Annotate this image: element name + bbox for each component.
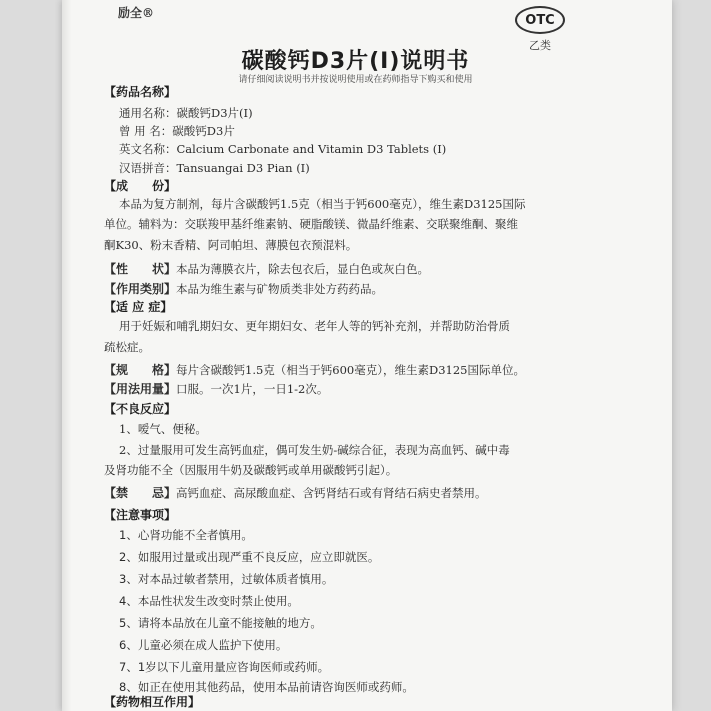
dosage-row [104,383,328,396]
usage-notice: 请仔细阅读说明书并按说明使用或在药师指导下购买和使用 [238,75,473,85]
otc-class-label: 乙类 [529,39,551,52]
category-text: 本品为维生素与矿物质类非处方药药品。 [176,282,384,296]
document-title: 碳酸钙D3片(I)说明书 [241,49,470,74]
interactions-heading: 【药物相互作用】 [104,695,201,709]
indications-line: 用于妊娠和哺乳期妇女、更年期妇女、老年人等的钙补充剂，并帮助防治骨质 [119,319,510,333]
character-heading: 【性 状】 [104,262,177,276]
specification-heading: 【规 格】 [104,363,177,377]
precaution-item: 5、请将本品放在儿童不能接触的地方。 [119,616,322,630]
contraindications-heading: 【禁 忌】 [104,486,177,500]
dosage-text: 口服。一次1片，一日1-2次。 [176,382,329,396]
ingredients-line: 单位。辅料为：交联羧甲基纤维素钠、硬脂酸镁、微晶纤维素、交联聚维酮、聚维 [104,217,518,231]
precaution-item: 6、儿童必须在成人监护下使用。 [119,638,288,652]
adverse-heading: 【不良反应】 [104,402,177,416]
drug-name-heading: 【药品名称】 [104,85,177,99]
ingredients-line: 本品为复方制剂，每片含碳酸钙1.5克（相当于钙600毫克），维生素D3125国际 [119,197,526,211]
character-text: 本品为薄膜衣片，除去包衣后，显白色或灰白色。 [176,262,430,276]
adverse-line: 及肾功能不全（因服用牛奶及碳酸钙或单用碳酸钙引起）。 [104,463,398,477]
contraindications-text: 高钙血症、高尿酸血症、含钙肾结石或有肾结石病史者禁用。 [176,486,487,500]
precaution-item: 2、如服用过量或出现严重不良反应，应立即就医。 [119,550,380,564]
specification-text: 每片含碳酸钙1.5克（相当于钙600毫克），维生素D3125国际单位。 [176,363,525,377]
character-row [104,263,429,276]
dosage-heading: 【用法用量】 [104,382,177,396]
common-name: 通用名称：碳酸钙D3片(I) [119,106,253,120]
english-name: 英文名称：Calcium Carbonate and Vitamin D3 Tablets (I) [119,142,447,156]
otc-badge: OTC [515,6,565,34]
category-row [104,283,383,296]
adverse-line: 1、嗳气、便秘。 [119,422,207,436]
precautions-heading: 【注意事项】 [104,508,177,522]
precaution-item: 3、对本品过敏者禁用，过敏体质者慎用。 [119,572,334,586]
brand-logo: 励全® [118,6,155,20]
specification-row [104,364,525,377]
adverse-line: 2、过量服用可发生高钙血症，偶可发生奶-碱综合征，表现为高血钙、碱中毒 [119,443,510,457]
ingredients-heading: 【成 份】 [104,179,177,193]
pinyin-name: 汉语拼音：Tansuangai D3 Pian (I) [119,161,310,175]
ingredients-line: 酮K30、粉末香精、阿司帕坦、薄膜包衣预混料。 [104,238,358,252]
precaution-item: 1、心肾功能不全者慎用。 [119,528,253,542]
indications-line: 疏松症。 [104,340,150,354]
contraindications-row [104,487,487,500]
precaution-item: 7、1岁以下儿童用量应咨询医师或药师。 [119,660,330,674]
indications-heading: 【适 应 症】 [104,300,173,314]
precaution-item: 8、如正在使用其他药品，使用本品前请咨询医师或药师。 [119,680,414,694]
precaution-item: 4、本品性状发生改变时禁止使用。 [119,594,299,608]
former-name: 曾 用 名：碳酸钙D3片 [119,124,235,138]
category-heading: 【作用类别】 [104,282,177,296]
